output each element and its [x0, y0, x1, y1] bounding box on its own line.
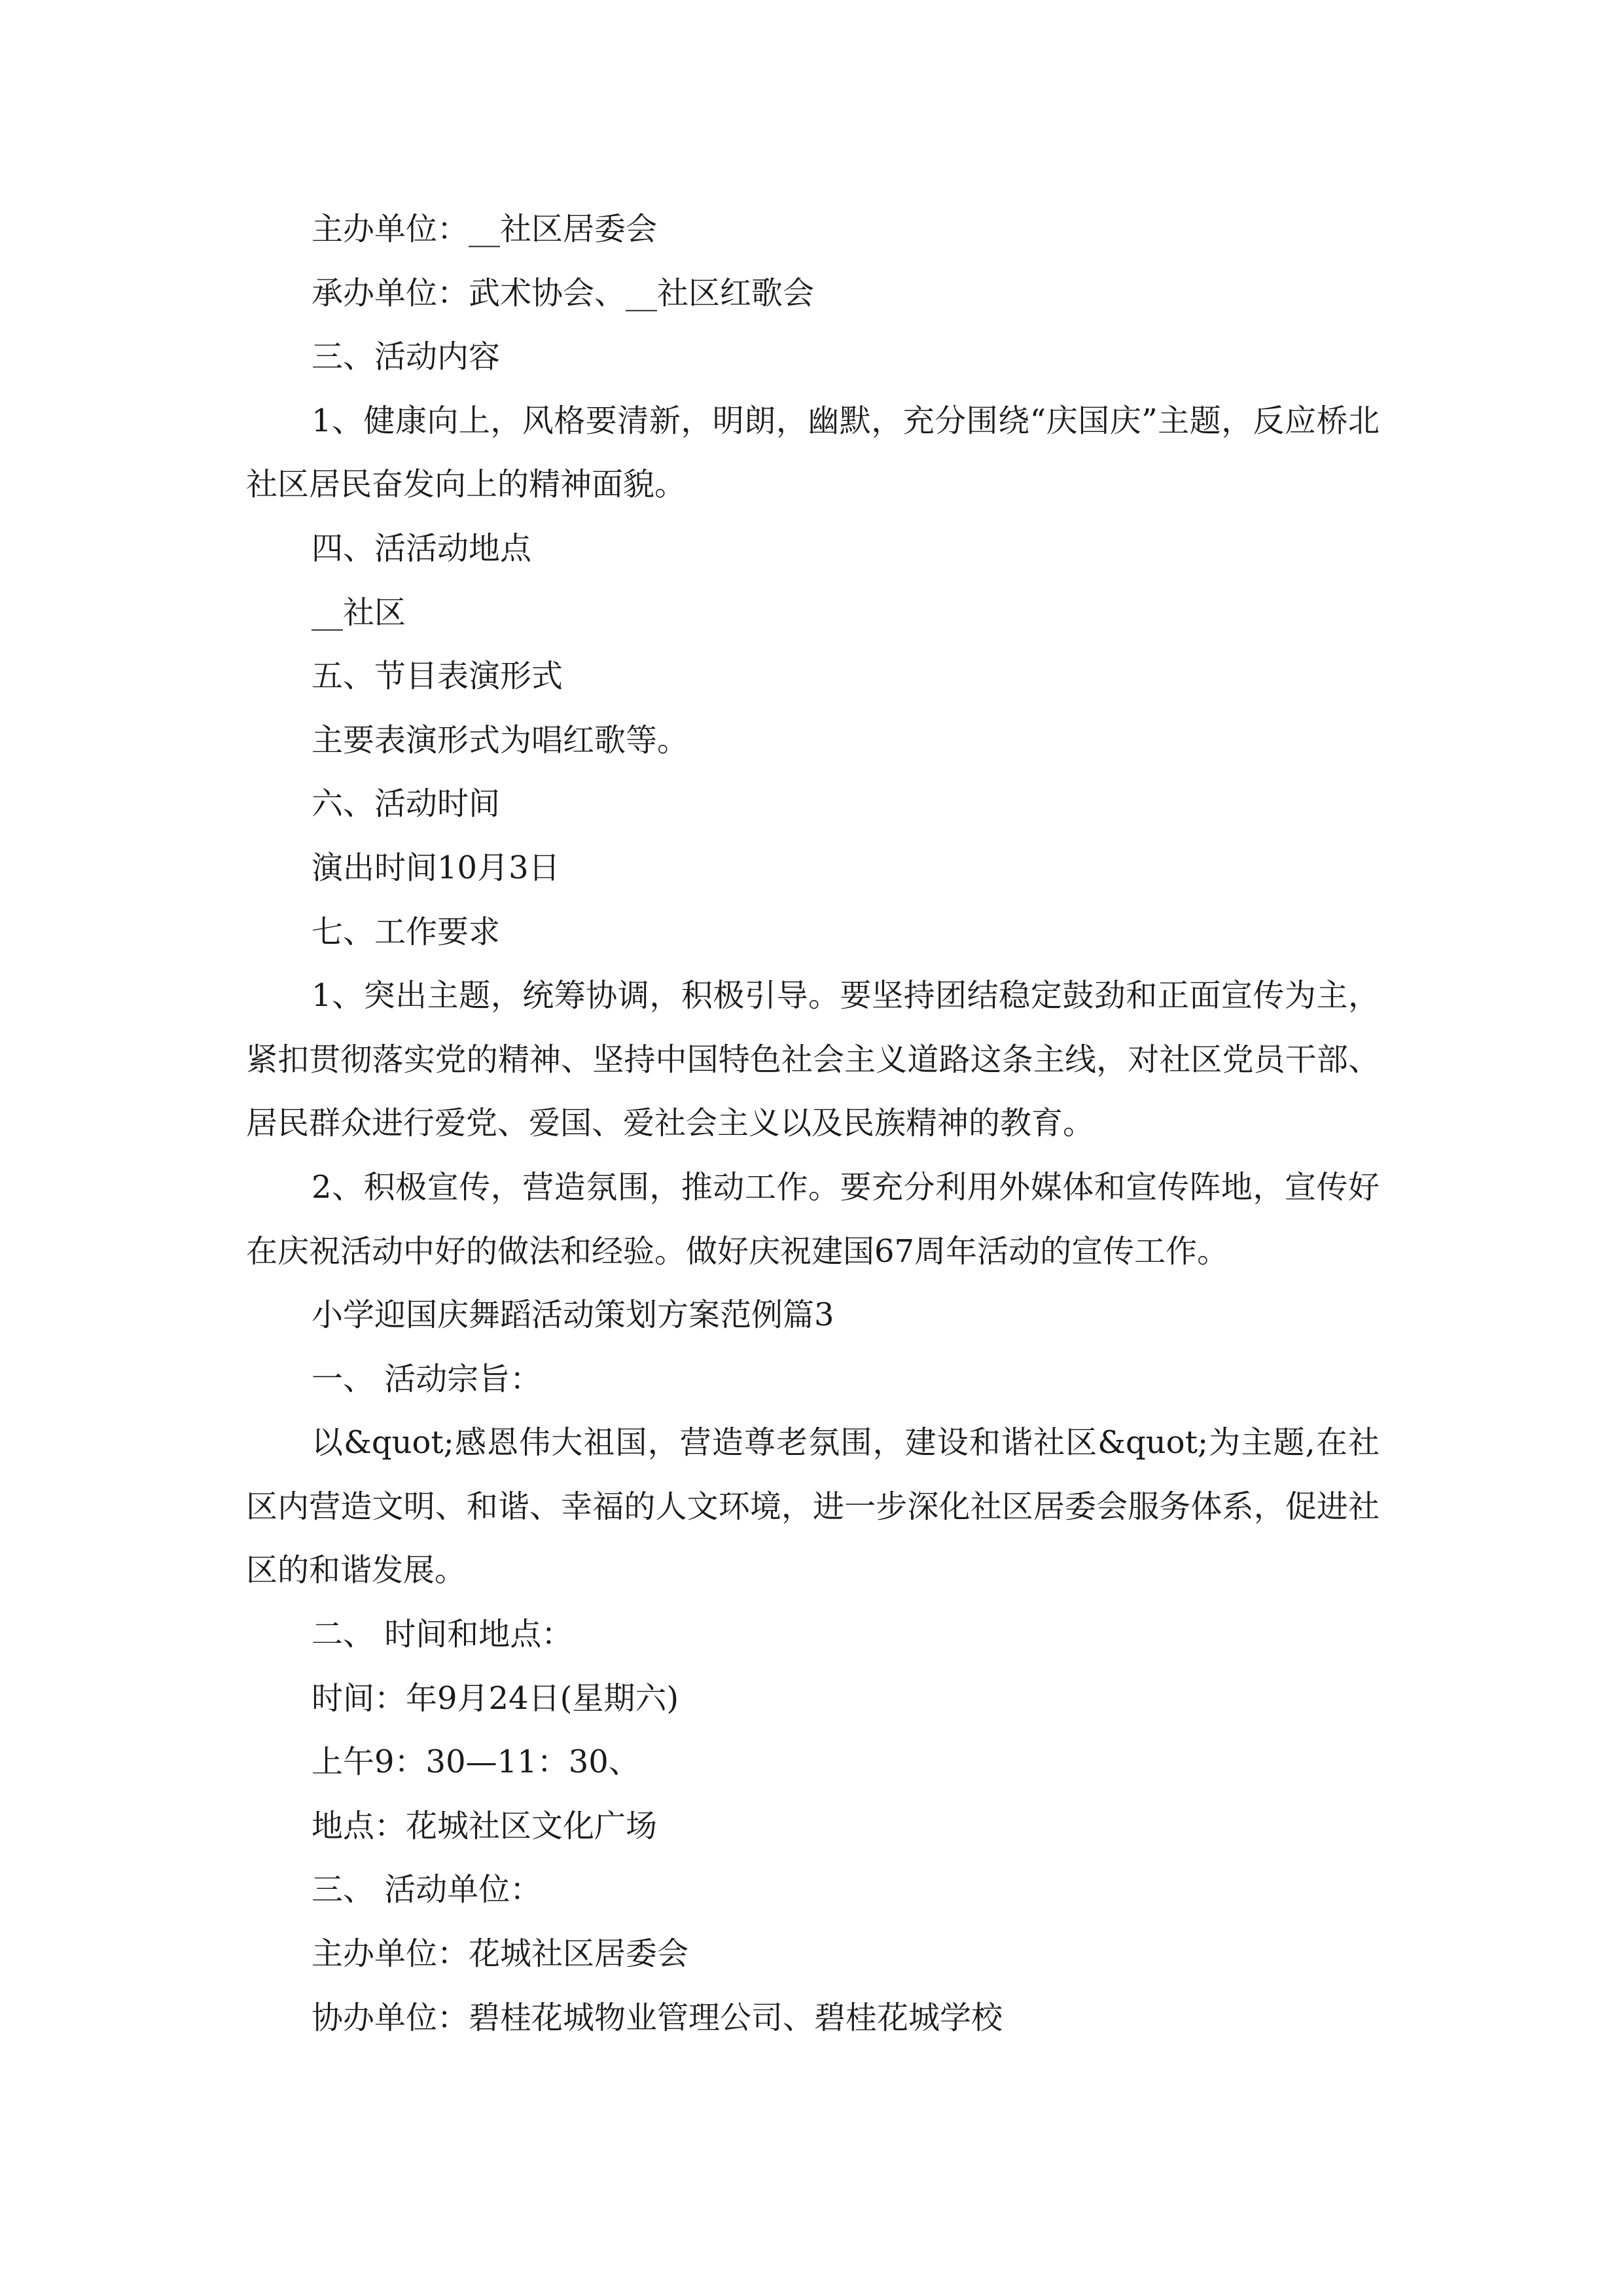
section-heading: 六、活动时间 [312, 785, 501, 823]
section-heading: 二、 时间和地点： [312, 1616, 573, 1653]
body-line: 地点：花城社区文化广场 [312, 1807, 658, 1844]
article-title: 小学迎国庆舞蹈活动策划方案范例篇3 [312, 1297, 834, 1334]
section-heading: 三、 活动单位： [312, 1871, 542, 1909]
org-undertake: 承办单位：武术协会、__社区红歌会 [312, 274, 815, 312]
body-line: 协办单位：碧桂花城物业管理公司、碧桂花城学校 [312, 1999, 1003, 2036]
body-line: 演出时间10月3日 [312, 849, 560, 886]
body-paragraph: 1、突出主题，统筹协调，积极引导。要坚持团结稳定鼓劲和正面宣传为主，紧扣贯彻落实党的精神、坚持中国特色社会主义道路这条主线，对社区党员干部、居民群众进行爱党、爱国、爱社会主义以及民族精神的教育。 [246, 977, 1380, 1142]
section-heading: 一、 活动宗旨： [312, 1360, 542, 1397]
body-line: 上午9：30—11：30、 [312, 1744, 640, 1781]
section-heading: 三、活动内容 [312, 338, 501, 376]
body-line: 主办单位：花城社区居委会 [312, 1935, 689, 1973]
body-line: __社区 [312, 594, 406, 631]
section-heading: 四、活活动地点 [312, 529, 532, 567]
body-paragraph: 2、积极宣传，营造氛围，推动工作。要充分利用外媒体和宣传阵地，宣传好在庆祝活动中好的做法和经验。做好庆祝建国67周年活动的宣传工作。 [246, 1168, 1380, 1270]
body-paragraph: 以&quot;感恩伟大祖国，营造尊老氛围，建设和谐社区&quot;为主题,在社区内营造文明、和谐、幸福的人文环境，进一步深化社区居委会服务体系，促进社区的和谐发展。 [246, 1424, 1380, 1589]
org-host: 主办单位：__社区居委会 [312, 211, 658, 247]
document-body [246, 198, 1380, 2050]
body-paragraph: 1、健康向上，风格要清新，明朗，幽默，充分围绕“庆国庆”主题，反应桥北社区居民奋发向上的精神面貌。 [246, 402, 1380, 503]
body-line: 时间：年9月24日(星期六) [312, 1679, 679, 1717]
body-line: 主要表演形式为唱红歌等。 [312, 721, 689, 759]
section-heading: 七、工作要求 [312, 913, 501, 950]
section-heading: 五、节目表演形式 [312, 658, 563, 695]
